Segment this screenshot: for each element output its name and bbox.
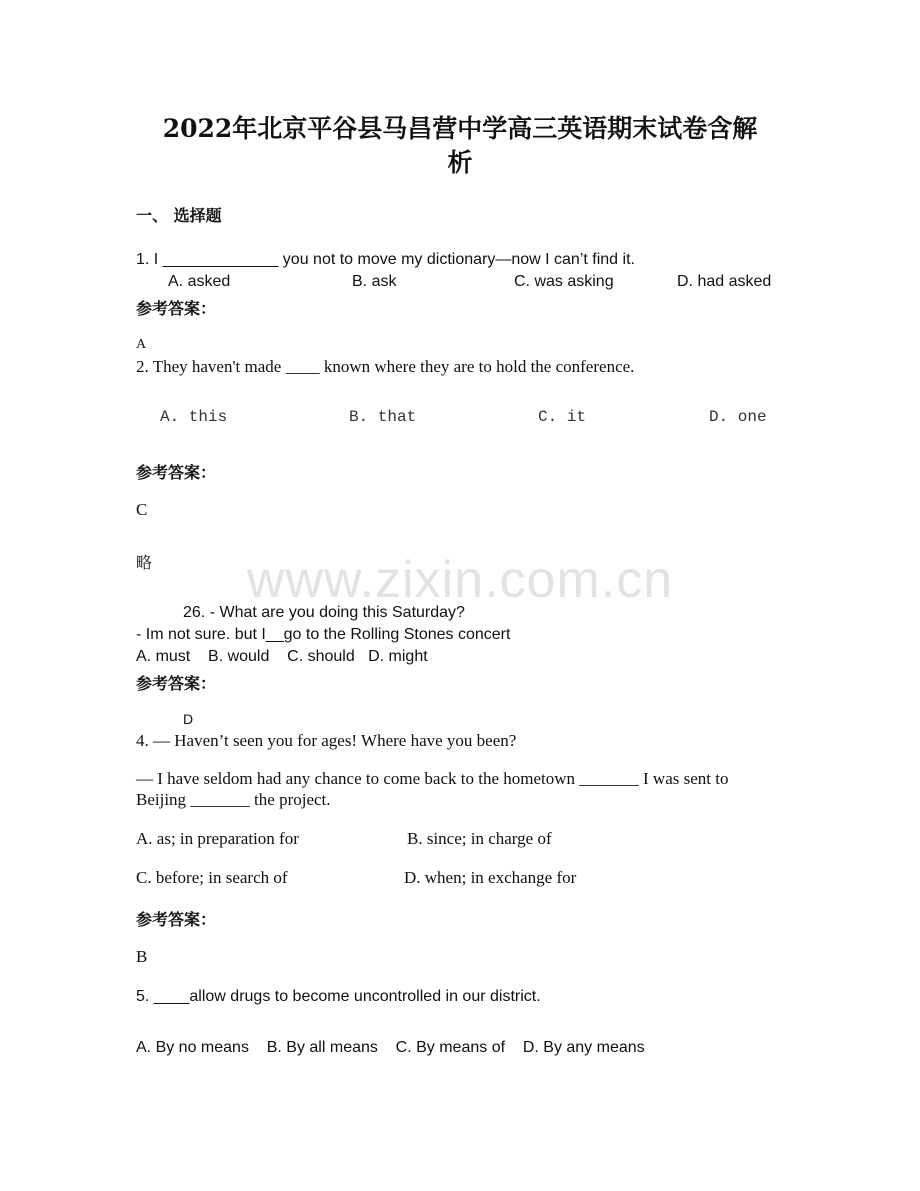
q4-stem-line3: Beijing _______ the project. [136, 790, 331, 809]
q2-stem: 2. They haven't made ____ known where they are to hold the conference. [136, 357, 635, 376]
q1-option-a: A. asked [168, 273, 231, 290]
q3-answer-label: 参考答案： [136, 674, 217, 693]
q3-stem-line2: - Im not sure. but I__go to the Rolling Stones concert [136, 626, 511, 643]
q4-option-a: A. as; in preparation for [136, 829, 299, 848]
watermark: www.zixin.com.cn [246, 551, 674, 609]
q3-options: A. must B. would C. should D. might [136, 648, 428, 665]
q2-answer-label: 参考答案： [136, 463, 217, 482]
q4-stem-line2: — I have seldom had any chance to come back to the hometown _______ I was sent to [136, 769, 729, 788]
q4-stem-line1: 4. — Haven’t seen you for ages! Where have you been? [136, 731, 517, 750]
q5-options: A. By no means B. By all means C. By means of D. By any means [136, 1039, 645, 1056]
q1-answer-label: 参考答案： [136, 299, 217, 318]
q2-explanation: 略 [136, 553, 153, 572]
q5-stem: 5. ____allow drugs to become uncontrolled in our district. [136, 988, 541, 1005]
q2-option-b: B. that [349, 408, 417, 426]
q4-option-b: B. since; in charge of [407, 829, 552, 848]
q1-option-d: D. had asked [677, 273, 772, 290]
q1-stem: 1. I _____________ you not to move my dictionary—now I can’t find it. [136, 251, 635, 268]
q2-answer: C [136, 500, 148, 519]
page-title-line2: 析 [447, 148, 473, 177]
q1-option-c: C. was asking [514, 273, 614, 290]
section-heading: 一、 选择题 [136, 206, 222, 225]
page-title-line1: 2022年北京平谷县马昌营中学高三英语期末试卷含解 [162, 114, 758, 143]
q2-option-a: A. this [160, 408, 228, 426]
q4-answer-label: 参考答案： [136, 910, 217, 929]
q4-option-d: D. when; in exchange for [404, 868, 577, 887]
q4-option-c: C. before; in search of [136, 868, 288, 887]
q1-option-b: B. ask [352, 273, 397, 290]
q1-answer: A [136, 337, 147, 352]
q2-option-d: D. one [709, 408, 767, 426]
q3-answer: D [183, 711, 194, 727]
q2-option-c: C. it [538, 408, 587, 426]
q4-answer: B [136, 947, 148, 966]
q3-stem-line1: 26. - What are you doing this Saturday? [183, 604, 465, 621]
